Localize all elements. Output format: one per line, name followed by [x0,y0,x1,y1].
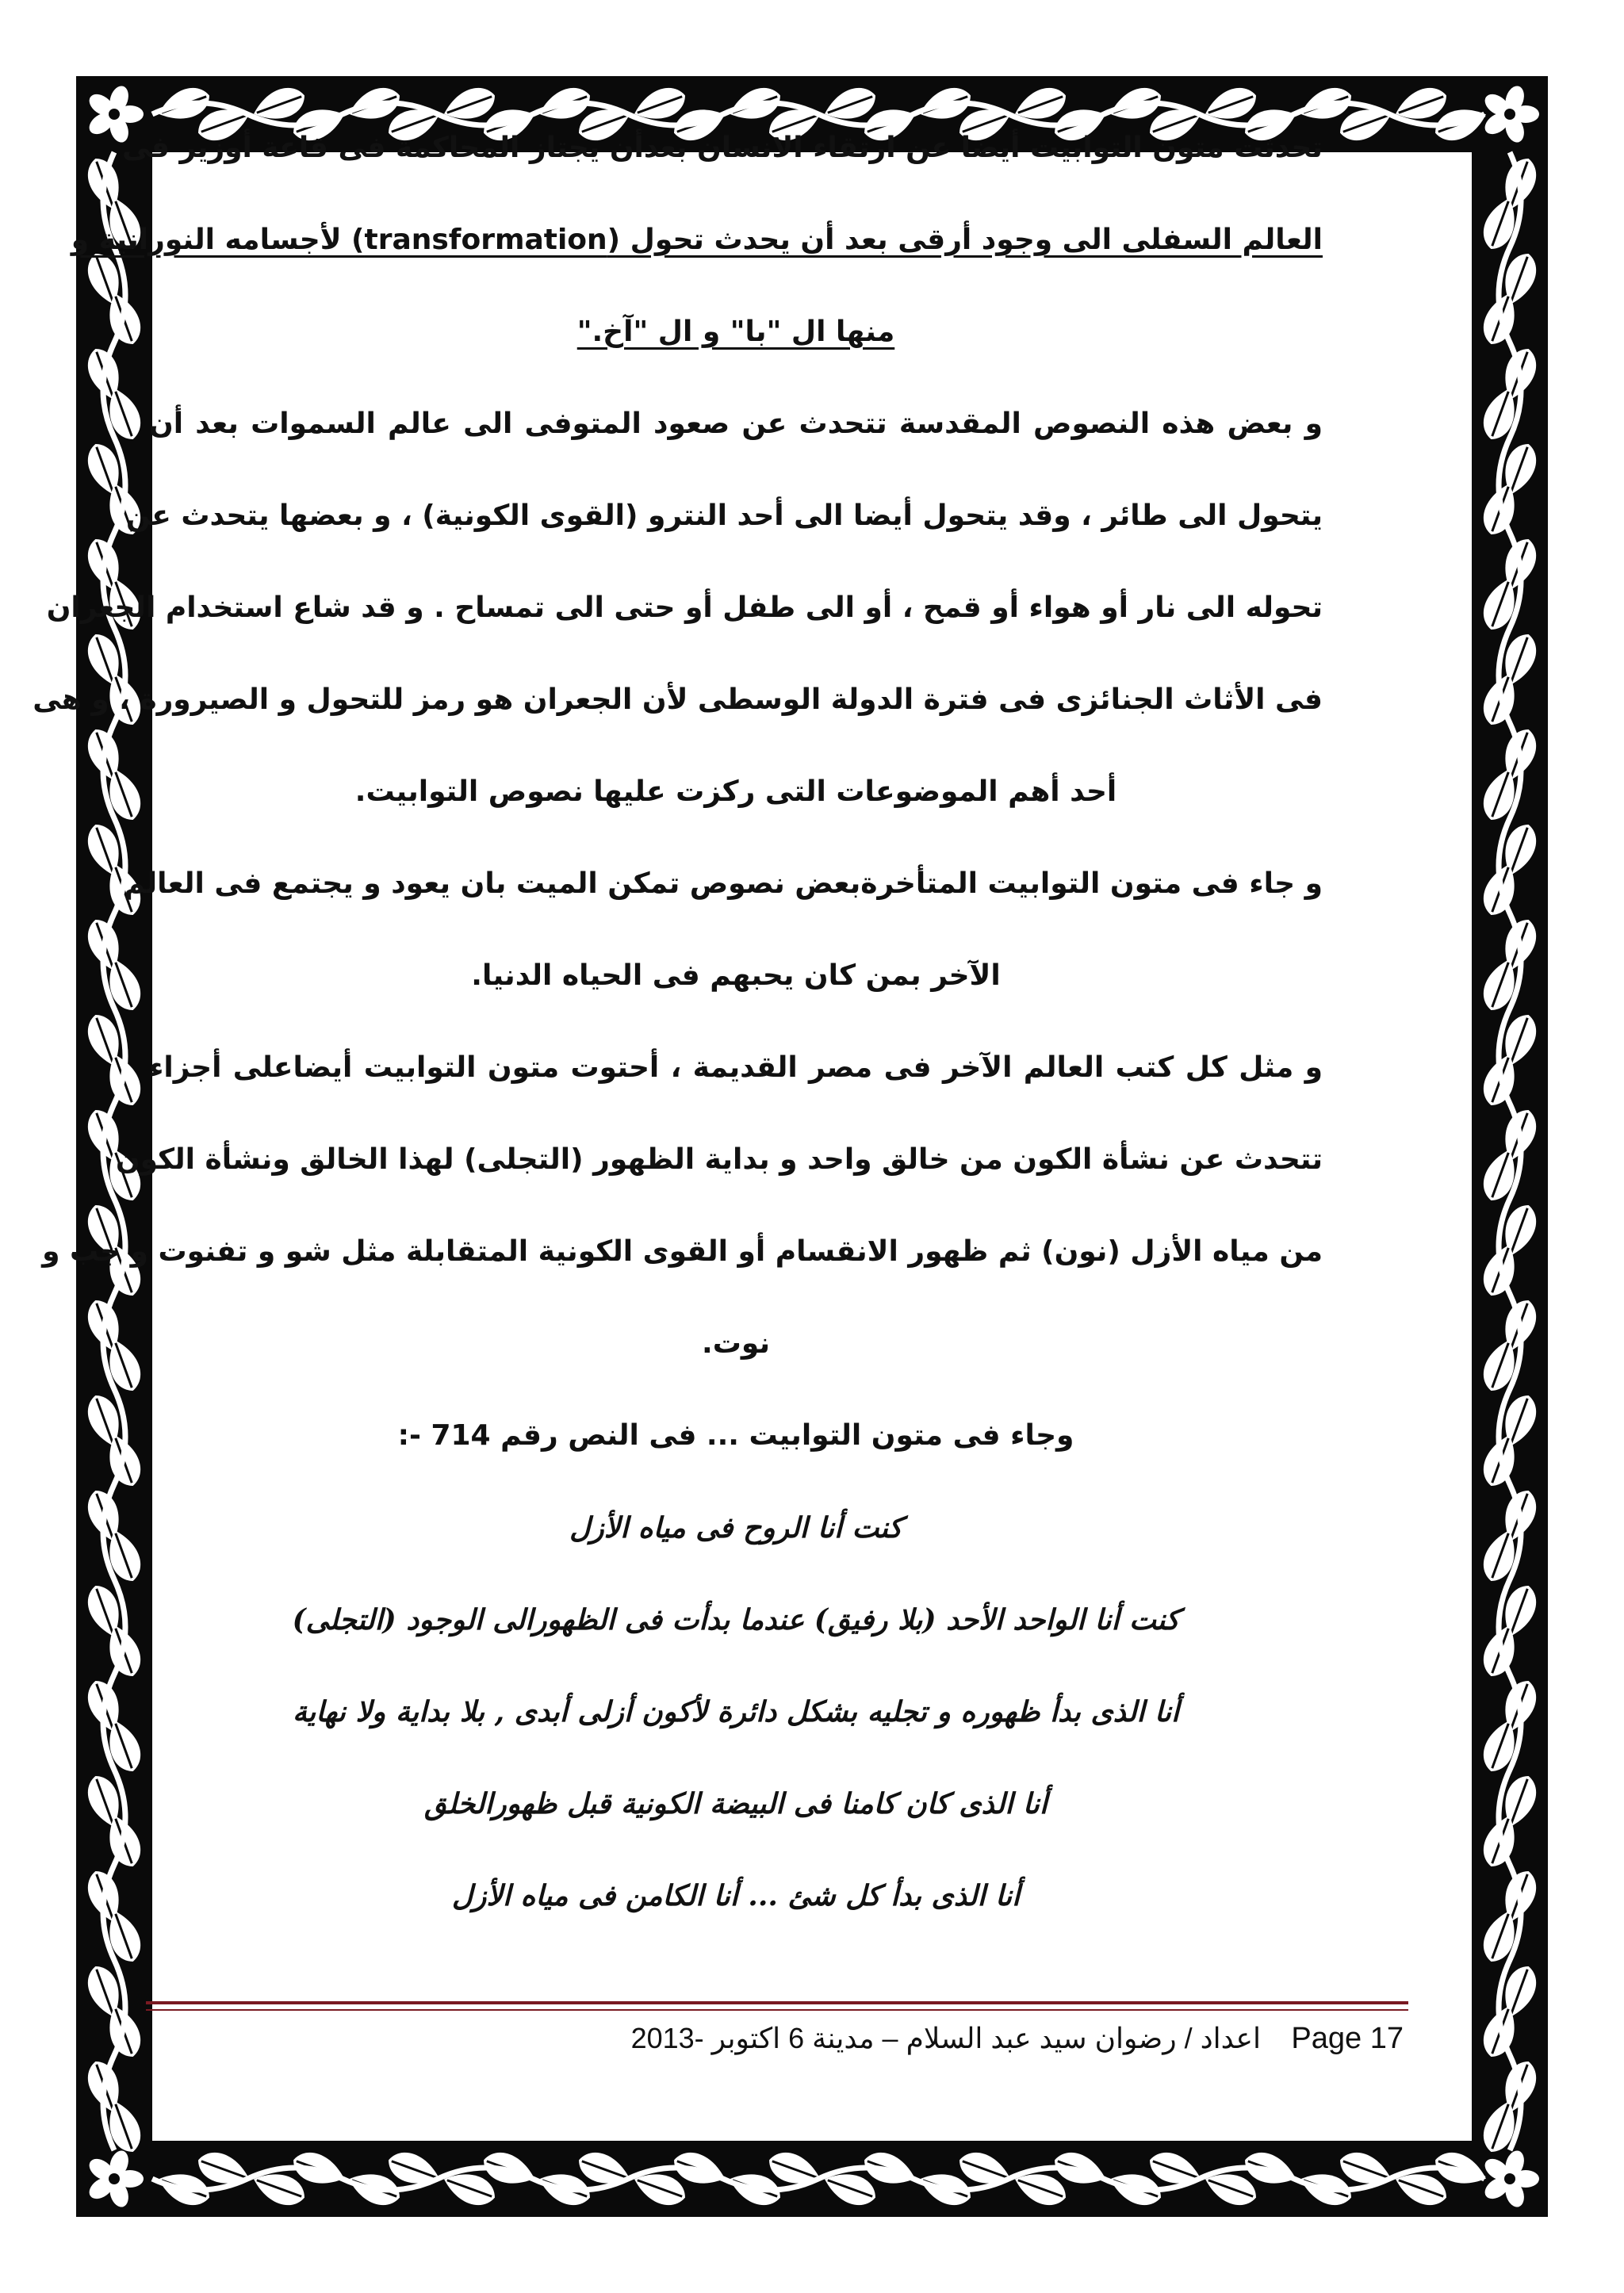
text-line: و جاء فى متون التوابيت المتأخرةبعض نصوص تمكن الميت بان يعود و يجتمع فى العالم [124,867,1323,900]
verse-line: أنا الذى كان كامنا فى البيضة الكونية قبل ظهورالخلق [424,1787,1048,1820]
text-line: تحوله الى نار أو هواء أو قمح ، أو الى طفل أو حتى الى تمساح . و قد شاع استخدام الجعران [46,591,1323,624]
text-line: الآخر بمن كان يحبهم فى الحياه الدنيا. [471,959,1001,992]
text-line: العالم السفلى الى وجود أرقى بعد أن يحدث تحول (transformation) لأجسامه النورانية و [71,224,1323,256]
text-line: تحدثت متون التوابيت أيضا عن ارتقاء الانسان بعدأن يجتاز المحاكمة فى قاعة أوزير فى [122,132,1323,164]
text-line: يتحول الى طائر ، وقد يتحول أيضا الى أحد النترو (القوى الكونية) ، و بعضها يتحدث عن [125,500,1323,532]
verse-line: أنا الذى بدأ كل شئ ... أنا الكامن فى مياه الأزل [451,1879,1021,1912]
footer-author: اعداد / رضوان سيد عبد السلام – مدينة 6 اكتوبر -2013 [630,2022,1261,2054]
flower-icon [1481,83,1539,144]
flower-icon [86,2148,144,2209]
verse-line: أنا الذى بدأ ظهوره و تجليه بشكل دائرة لأكون أزلى أبدى , بلا بداية ولا نهاية [292,1695,1180,1728]
page-number: Page 17 [1291,2022,1404,2055]
text-line: فى الأثاث الجنائزى فى فترة الدولة الوسطى لأن الجعران هو رمز للتحول و الصيرورة ، و هى [33,683,1323,716]
text-line: نوت. [702,1327,770,1360]
footer-rule-thin [146,2009,1408,2011]
text-line: تتحدث عن نشأة الكون من خالق واحد و بداية الظهور (التجلى) لهذا الخالق ونشأة الكون [115,1143,1323,1176]
text-line: منها ال "با" و ال "آخ." [576,316,895,348]
verse-line: كنت أنا الروح فى مياه الأزل [569,1511,902,1545]
text-line: أحد أهم الموضوعات التى ركزت عليها نصوص التوابيت. [354,775,1117,808]
footer-rule [146,2001,1408,2004]
text-line: من مياه الأزل (نون) ثم ظهور الانقسام أو القوى الكونية المتقابلة مثل شو و تفنوت و جب و [42,1235,1323,1268]
verse-line: كنت أنا الواحد الأحد (بلا رفيق) عندما بدأت فى الظهورالى الوجود (التجلى) [292,1603,1180,1636]
page-footer [555,2022,1404,2069]
text-line: و مثل كل كتب العالم الآخر فى مصر القديمة ، أحتوت متون التوابيت أيضاعلى أجزاء [149,1051,1323,1084]
quote-intro: وجاء فى متون التوابيت ... فى النص رقم 714 -: [397,1419,1074,1452]
flower-icon [1481,2148,1539,2209]
text-line: و بعض هذه النصوص المقدسة تتحدث عن صعود المتوفى الى عالم السموات بعد أن [149,408,1323,440]
